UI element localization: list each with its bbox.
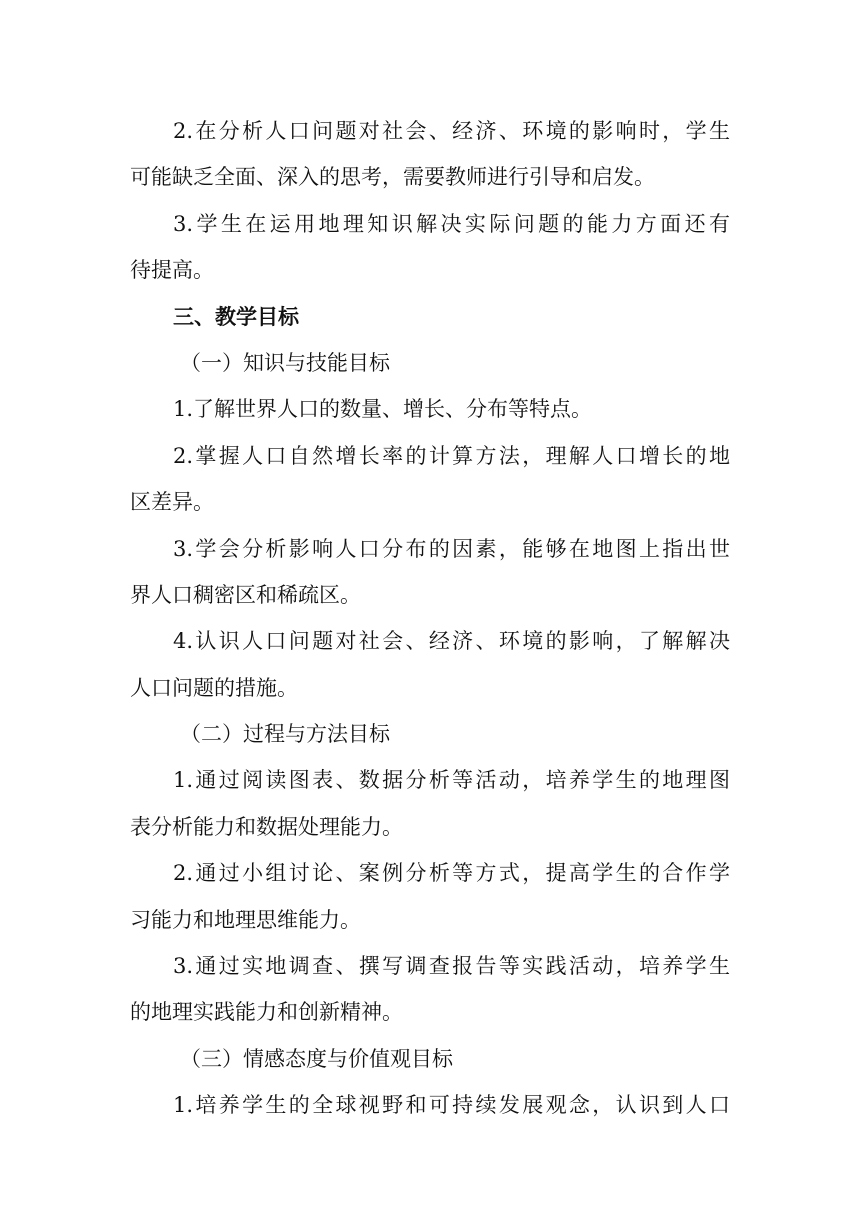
paragraph-line: 界人口稠密区和稀疏区。: [130, 582, 361, 607]
paragraph-line: 可能缺乏全面、深入的思考，需要教师进行引导和启发。: [130, 165, 655, 190]
paragraph-line: 2.在分析人口问题对社会、经济、环境的影响时，学生: [173, 119, 730, 143]
subsection-heading: （一）知识与技能目标: [180, 350, 390, 375]
paragraph-line: 2.通过小组讨论、案例分析等方式，提高学生的合作学: [173, 861, 730, 886]
subsection-heading: （三）情感态度与价值观目标: [180, 1046, 453, 1071]
paragraph-line: 区差异。: [130, 490, 214, 515]
paragraph-line: 3.学生在运用地理知识解决实际问题的能力方面还有: [173, 211, 730, 236]
paragraph-line: 表分析能力和数据处理能力。: [130, 814, 403, 839]
paragraph-line: 4.认识人口问题对社会、经济、环境的影响，了解解决: [173, 629, 730, 654]
paragraph-line: 的地理实践能力和创新精神。: [130, 1000, 403, 1025]
paragraph-line: 3.学会分析影响人口分布的因素，能够在地图上指出世: [173, 536, 730, 561]
paragraph-line: 人口问题的措施。: [130, 675, 298, 700]
paragraph-line: 3.通过实地调查、撰写调查报告等实践活动，培养学生: [173, 954, 730, 979]
subsection-heading: （二）过程与方法目标: [180, 722, 390, 747]
paragraph-line: 1.通过阅读图表、数据分析等活动，培养学生的地理图: [173, 768, 730, 793]
paragraph-line: 2.掌握人口自然增长率的计算方法，理解人口增长的地: [173, 443, 730, 468]
paragraph-line: 习能力和地理思维能力。: [130, 907, 361, 932]
section-heading: 三、教学目标: [173, 304, 299, 329]
document-body: [130, 108, 730, 1129]
paragraph-line: 1.了解世界人口的数量、增长、分布等特点。: [173, 397, 593, 422]
paragraph-line: 1.培养学生的全球视野和可持续发展观念，认识到人口: [173, 1093, 730, 1118]
paragraph-line: 待提高。: [130, 258, 214, 283]
